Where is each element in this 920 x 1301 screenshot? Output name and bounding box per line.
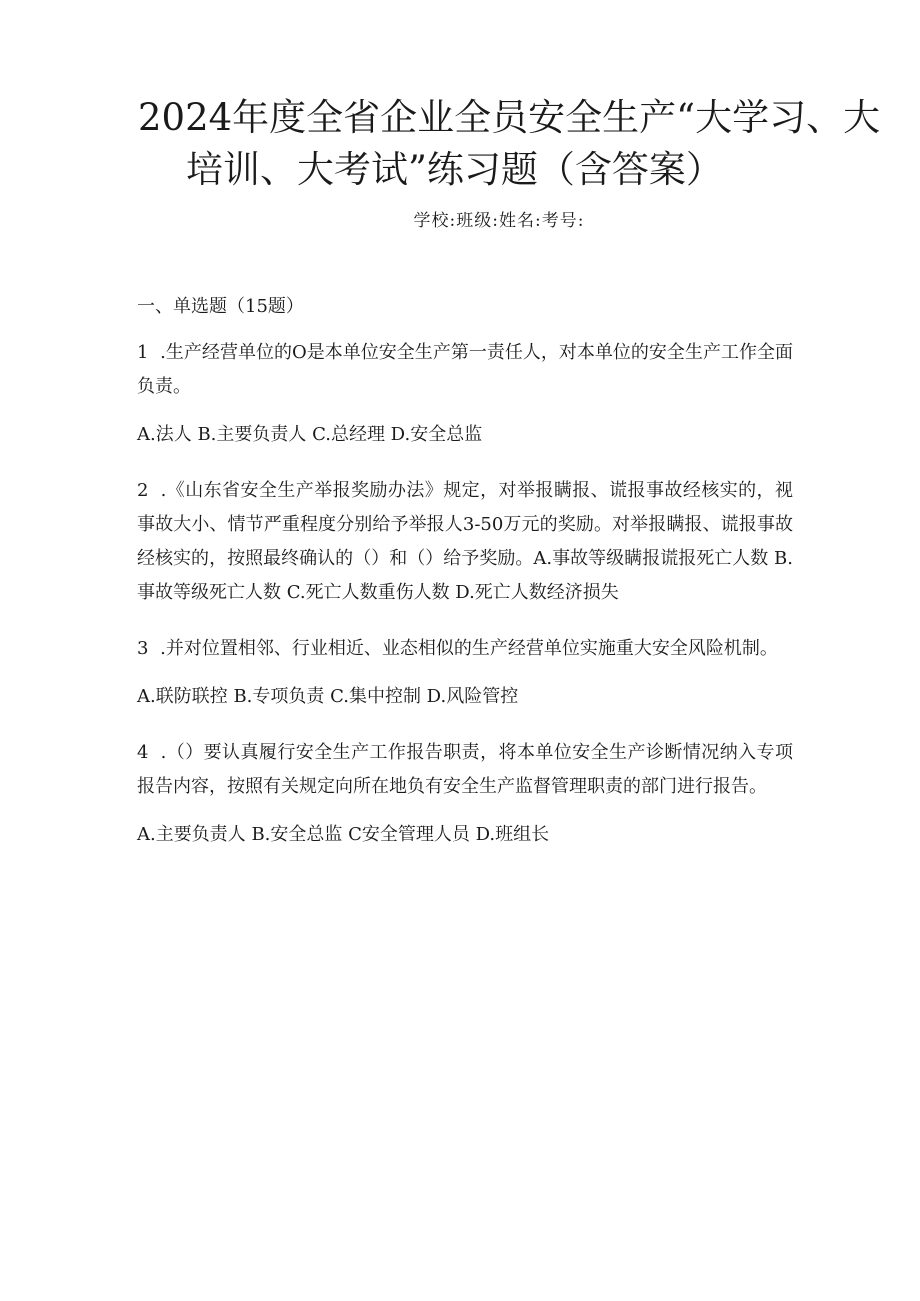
question-body: .《山东省安全生产举报奖励办法》规定，对举报瞒报、谎报事故经核实的，视事故大小、情节严重程度分别给予举报人3-50万元的奖励。对举报瞒报、谎报事故经核实的，按照最终确认的（）和（）给予奖励。A.事故等级瞒报谎报死亡人数 B.事故等级死亡人数 C.死亡人数重伤人数 D.死亡人数经济损失 [137,480,793,603]
question-1 [137,336,793,452]
question-options: A.法人 B.主要负责人 C.总经理 D.安全总监 [137,424,483,445]
question-number: 4 [137,742,149,763]
question-text [137,632,793,666]
question-4 [137,736,793,852]
title-line-1: 2024年度全省企业全员安全生产“大学习、大 [138,96,881,139]
document-body [137,292,793,852]
question-number: 1 [137,342,149,363]
question-number: 2 [137,480,149,501]
document-title [120,92,881,196]
question-3 [137,632,793,714]
question-text [137,474,793,610]
question-options: A.主要负责人 B.安全总监 C安全管理人员 D.班组长 [137,824,550,845]
question-body: .生产经营单位的O是本单位安全生产第一责任人，对本单位的安全生产工作全面负责。 [137,342,793,397]
question-text [137,736,793,804]
title-line-2: 培训、大考试”练习题（含答案） [186,148,723,191]
student-info-line: 学校:班级:姓名:考号: [413,211,585,231]
question-2 [137,474,793,610]
question-number: 3 [137,638,149,659]
question-body: .并对位置相邻、行业相近、业态相似的生产经营单位实施重大安全风险机制。 [154,638,778,659]
section-heading: 一、单选题（15题） [137,296,304,317]
question-text [137,336,793,404]
question-body: .（）要认真履行安全生产工作报告职责，将本单位安全生产诊断情况纳入专项报告内容，按照有关规定向所在地负有安全生产监督管理职责的部门进行报告。 [137,742,793,797]
question-options: A.联防联控 B.专项负责 C.集中控制 D.风险管控 [137,686,519,707]
